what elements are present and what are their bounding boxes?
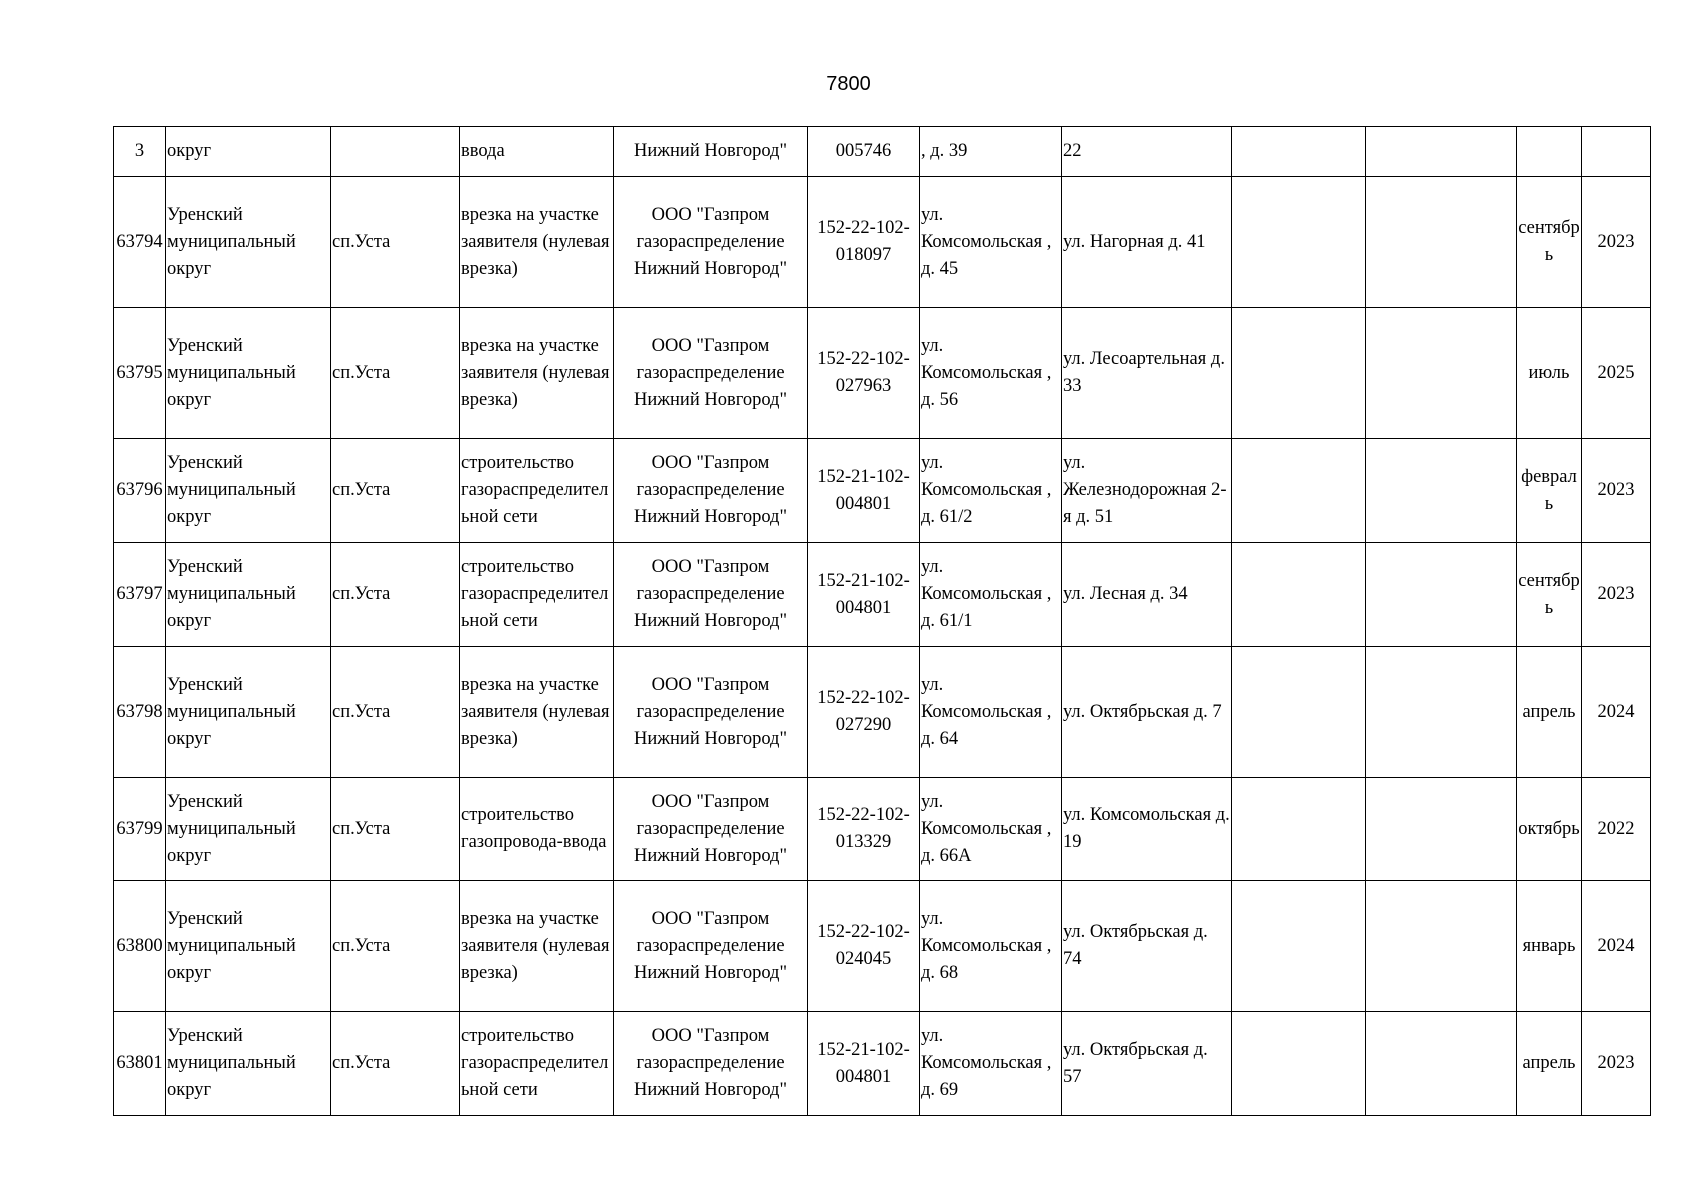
cell-month: октябрь: [1517, 778, 1582, 881]
cell-organization: ООО "Газпром газораспределение Нижний Новгород": [614, 1012, 808, 1116]
cell-work-type: врезка на участке заявителя (нулевая врезка): [460, 881, 614, 1012]
cell-address: ул. Комсомольская , д. 61/2: [920, 439, 1062, 543]
cell-month: сентябрь: [1517, 543, 1582, 647]
cell-year: 2024: [1582, 647, 1651, 778]
cell-settlement: сп.Уста: [331, 881, 460, 1012]
cell-settlement: сп.Уста: [331, 308, 460, 439]
cell-empty: [1366, 647, 1517, 778]
cell-row-number: 63794: [114, 177, 166, 308]
cell-district: Уренский муниципальный округ: [166, 177, 331, 308]
table-body: [114, 127, 1651, 1116]
cell-work-type: врезка на участке заявителя (нулевая врезка): [460, 177, 614, 308]
cell-object-address: 22: [1062, 127, 1232, 177]
cell-month: январь: [1517, 881, 1582, 1012]
cell-empty: [1232, 881, 1366, 1012]
cell-object-address: ул. Железнодорожная 2-я д. 51: [1062, 439, 1232, 543]
cell-settlement: сп.Уста: [331, 647, 460, 778]
cell-district: Уренский муниципальный округ: [166, 308, 331, 439]
cell-empty: [1232, 778, 1366, 881]
cell-year: 2023: [1582, 1012, 1651, 1116]
cell-code: 152-22-102-013329: [808, 778, 920, 881]
cell-district: Уренский муниципальный округ: [166, 778, 331, 881]
cell-organization: ООО "Газпром газораспределение Нижний Новгород": [614, 881, 808, 1012]
cell-empty: [1232, 177, 1366, 308]
cell-row-number: 63798: [114, 647, 166, 778]
cell-row-number: 63795: [114, 308, 166, 439]
table-row: [114, 308, 1651, 439]
table-row: [114, 778, 1651, 881]
cell-address: ул. Комсомольская , д. 64: [920, 647, 1062, 778]
table-row: [114, 439, 1651, 543]
cell-district: Уренский муниципальный округ: [166, 881, 331, 1012]
cell-month: сентябрь: [1517, 177, 1582, 308]
table-row: [114, 543, 1651, 647]
table-row: [114, 647, 1651, 778]
cell-empty: [1366, 439, 1517, 543]
cell-empty: [1366, 881, 1517, 1012]
cell-empty: [1232, 308, 1366, 439]
cell-organization: ООО "Газпром газораспределение Нижний Новгород": [614, 177, 808, 308]
cell-settlement: сп.Уста: [331, 439, 460, 543]
cell-year: 2023: [1582, 177, 1651, 308]
cell-row-number: 63800: [114, 881, 166, 1012]
cell-work-type: строительство газораспределительной сети: [460, 543, 614, 647]
cell-work-type: врезка на участке заявителя (нулевая врезка): [460, 647, 614, 778]
cell-month: февраль: [1517, 439, 1582, 543]
cell-work-type: строительство газораспределительной сети: [460, 1012, 614, 1116]
cell-month: апрель: [1517, 647, 1582, 778]
cell-organization: ООО "Газпром газораспределение Нижний Новгород": [614, 439, 808, 543]
cell-month: апрель: [1517, 1012, 1582, 1116]
cell-organization: ООО "Газпром газораспределение Нижний Новгород": [614, 647, 808, 778]
table-row: [114, 177, 1651, 308]
cell-district: Уренский муниципальный округ: [166, 439, 331, 543]
cell-empty: [1232, 543, 1366, 647]
cell-organization: ООО "Газпром газораспределение Нижний Новгород": [614, 778, 808, 881]
cell-code: 005746: [808, 127, 920, 177]
cell-address: ул. Комсомольская , д. 45: [920, 177, 1062, 308]
cell-empty: [1366, 127, 1517, 177]
cell-object-address: ул. Октябрьская д. 74: [1062, 881, 1232, 1012]
cell-work-type: ввода: [460, 127, 614, 177]
cell-address: ул. Комсомольская , д. 68: [920, 881, 1062, 1012]
cell-work-type: строительство газораспределительной сети: [460, 439, 614, 543]
cell-code: 152-22-102-027290: [808, 647, 920, 778]
cell-year: 2023: [1582, 543, 1651, 647]
table-row: [114, 881, 1651, 1012]
cell-work-type: строительство газопровода-ввода: [460, 778, 614, 881]
cell-object-address: ул. Нагорная д. 41: [1062, 177, 1232, 308]
cell-row-number: 63799: [114, 778, 166, 881]
cell-address: ул. Комсомольская , д. 69: [920, 1012, 1062, 1116]
cell-settlement: сп.Уста: [331, 1012, 460, 1116]
cell-object-address: ул. Лесоартельная д. 33: [1062, 308, 1232, 439]
cell-object-address: ул. Октябрьская д. 7: [1062, 647, 1232, 778]
cell-empty: [1366, 177, 1517, 308]
cell-row-number: 63801: [114, 1012, 166, 1116]
gasification-table: [113, 126, 1651, 1116]
cell-address: ул. Комсомольская , д. 61/1: [920, 543, 1062, 647]
cell-row-number: 3: [114, 127, 166, 177]
cell-row-number: 63796: [114, 439, 166, 543]
cell-district: Уренский муниципальный округ: [166, 647, 331, 778]
cell-empty: [1232, 647, 1366, 778]
cell-settlement: сп.Уста: [331, 543, 460, 647]
cell-address: ул. Комсомольская , д. 66А: [920, 778, 1062, 881]
cell-settlement: сп.Уста: [331, 177, 460, 308]
cell-empty: [1232, 127, 1366, 177]
cell-year: [1582, 127, 1651, 177]
cell-empty: [1366, 543, 1517, 647]
cell-district: Уренский муниципальный округ: [166, 1012, 331, 1116]
cell-address: ул. Комсомольская , д. 56: [920, 308, 1062, 439]
cell-address: , д. 39: [920, 127, 1062, 177]
table-row: [114, 1012, 1651, 1116]
cell-code: 152-22-102-018097: [808, 177, 920, 308]
cell-year: 2023: [1582, 439, 1651, 543]
cell-code: 152-21-102-004801: [808, 543, 920, 647]
cell-code: 152-21-102-004801: [808, 1012, 920, 1116]
cell-district: округ: [166, 127, 331, 177]
cell-settlement: сп.Уста: [331, 778, 460, 881]
cell-object-address: ул. Комсомольская д. 19: [1062, 778, 1232, 881]
cell-object-address: ул. Лесная д. 34: [1062, 543, 1232, 647]
cell-organization: ООО "Газпром газораспределение Нижний Новгород": [614, 543, 808, 647]
page-number: 7800: [826, 73, 871, 95]
cell-work-type: врезка на участке заявителя (нулевая врезка): [460, 308, 614, 439]
cell-code: 152-22-102-024045: [808, 881, 920, 1012]
cell-year: 2024: [1582, 881, 1651, 1012]
cell-code: 152-22-102-027963: [808, 308, 920, 439]
cell-month: июль: [1517, 308, 1582, 439]
cell-empty: [1232, 1012, 1366, 1116]
cell-empty: [1232, 439, 1366, 543]
cell-organization: ООО "Газпром газораспределение Нижний Новгород": [614, 308, 808, 439]
cell-district: Уренский муниципальный округ: [166, 543, 331, 647]
cell-year: 2025: [1582, 308, 1651, 439]
cell-settlement: [331, 127, 460, 177]
cell-empty: [1366, 778, 1517, 881]
cell-organization: Нижний Новгород": [614, 127, 808, 177]
cell-empty: [1366, 1012, 1517, 1116]
table-row: [114, 127, 1651, 177]
cell-code: 152-21-102-004801: [808, 439, 920, 543]
cell-row-number: 63797: [114, 543, 166, 647]
cell-month: [1517, 127, 1582, 177]
cell-object-address: ул. Октябрьская д. 57: [1062, 1012, 1232, 1116]
cell-year: 2022: [1582, 778, 1651, 881]
cell-empty: [1366, 308, 1517, 439]
